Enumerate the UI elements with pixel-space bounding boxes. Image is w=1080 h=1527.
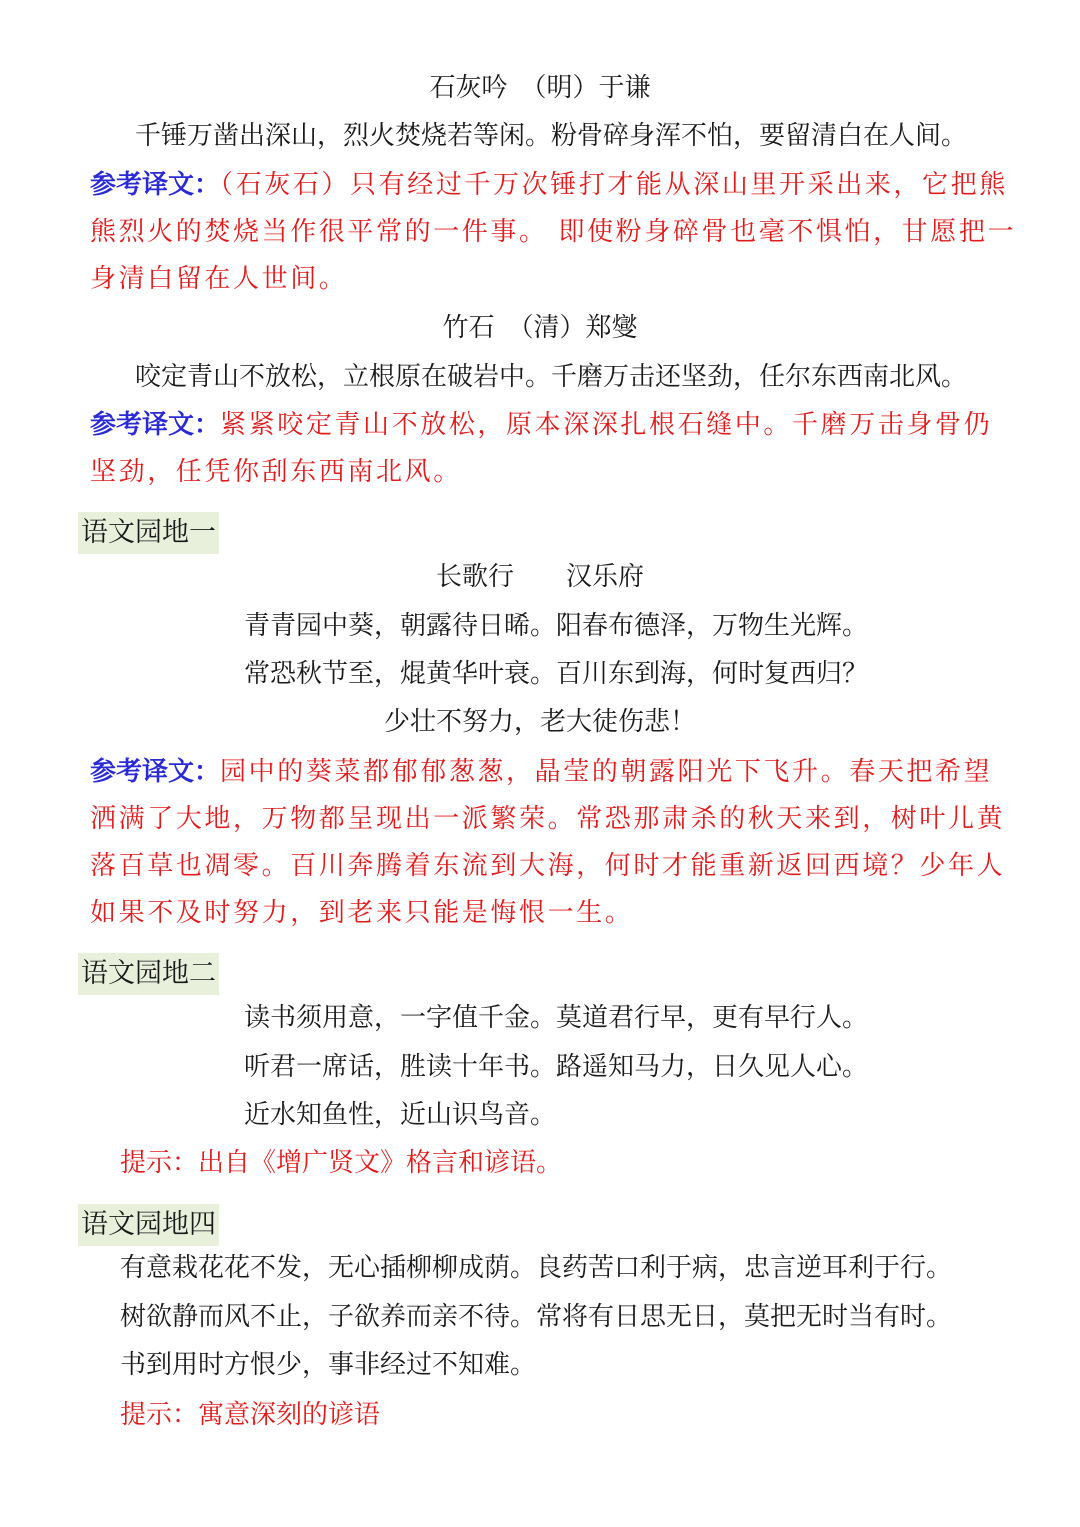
section4-line-1: 有意栽花花不发，无心插柳柳成荫。良药苦口利于病，忠言逆耳利于行。	[120, 1253, 953, 1283]
section4-line-3: 书到用时方恨少，事非经过不知难。	[120, 1350, 537, 1380]
translation-label: 参考译文：	[90, 410, 221, 440]
section2-tip: 提示：出自《增广贤文》格言和谚语。	[120, 1148, 563, 1178]
poem2-translation	[90, 402, 1020, 496]
poem1-body: 千锤万凿出深山，烈火焚烧若等闲。粉骨碎身浑不怕，要留清白在人间。	[135, 121, 968, 151]
section1-line-1: 青青园中葵，朝露待日晞。阳春布德泽，万物生光辉。	[244, 611, 869, 641]
section2-line-1: 读书须用意，一字值千金。莫道君行早，更有早行人。	[244, 1003, 869, 1033]
section2-line-3: 近水知鱼性，近山识鸟音。	[244, 1100, 557, 1130]
section-heading-4: 语文园地四	[78, 1204, 219, 1246]
translation-text: （石灰石）只有经过千万次锤打才能从深山里开采出来，它把熊熊烈火的焚烧当作很平常的一件事。 即使粉身碎骨也毫不惧怕，甘愿把一身清白留在人世间。	[90, 170, 1017, 294]
section1-translation	[90, 749, 1020, 937]
section4-tip: 提示：寓意深刻的谚语	[120, 1400, 381, 1430]
poem1-title: 石灰吟 （明）于谦	[429, 73, 651, 103]
poem2-title: 竹石 （清）郑燮	[442, 313, 638, 343]
translation-text: 紧紧咬定青山不放松，原本深深扎根石缝中。千磨万击身骨仍坚劲，任凭你刮东西南北风。	[90, 410, 993, 487]
section1-line-3: 少壮不努力，老大徒伤悲！	[383, 707, 696, 737]
poem1-translation	[90, 162, 1020, 303]
section2-line-2: 听君一席话，胜读十年书。路遥知马力，日久见人心。	[244, 1052, 869, 1082]
section-heading-2: 语文园地二	[78, 953, 219, 995]
translation-label: 参考译文：	[90, 170, 221, 200]
section-heading-1: 语文园地一	[78, 512, 219, 554]
poem2-body: 咬定青山不放松，立根原在破岩中。千磨万击还坚劲，任尔东西南北风。	[135, 362, 968, 392]
translation-text: 园中的葵菜都郁郁葱葱，晶莹的朝露阳光下飞升。春天把希望洒满了大地，万物都呈现出一派繁荣。常恐那肃杀的秋天来到，树叶儿黄落百草也凋零。百川奔腾着东流到大海，何时才能重新返回西境？少年人如果不及时努力，到老来只能是悔恨一生。	[90, 757, 1006, 928]
translation-label: 参考译文：	[90, 757, 221, 787]
section1-line-2: 常恐秋节至，焜黄华叶衰。百川东到海，何时复西归？	[244, 659, 869, 689]
section4-line-2: 树欲静而风不止，子欲养而亲不待。常将有日思无日，莫把无时当有时。	[120, 1302, 953, 1332]
section1-poem-title: 长歌行 汉乐府	[435, 562, 644, 592]
